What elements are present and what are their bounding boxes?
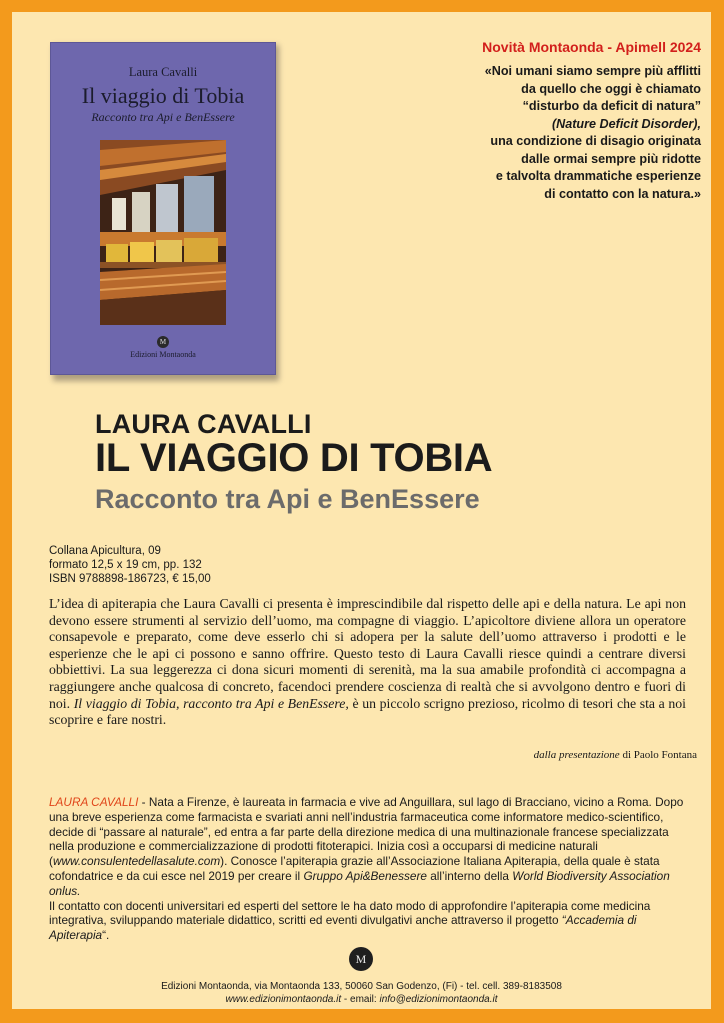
presentation-part: è un piccolo scrigno prezioso, ricolmo di tesori che sta a noi scoprire e fare nostri. (49, 695, 687, 728)
bio-wba: World Biodiversity Association onlus. (49, 868, 670, 898)
author-heading: LAURA CAVALLI (95, 409, 312, 439)
book-cover (50, 42, 276, 375)
book-title-heading: IL VIAGGIO DI TOBIA (95, 436, 493, 480)
isbn-line: ISBN 9788898-186723, € 15,00 (49, 573, 211, 585)
cover-subtitle: Racconto tra Api e BenEssere (91, 110, 235, 124)
bio-text: ). Conosce l’apiterapia grazie all’Associazione Italiana Apiterapia, della quale è stata cofondatrice e da cui esce nel 2019 per creare il (49, 854, 660, 883)
cover-title: Il viaggio di Tobia (81, 83, 245, 108)
footer (12, 980, 711, 1006)
beehive-shelter-image (100, 140, 226, 325)
footer-email: info@edizionimontaonda.it (379, 994, 498, 1005)
bio-text: - Nata a Firenze, è laureata in farmacia e vive ad Anguillara, sul lago di Bracciano, vicino a Roma. Dopo una breve esperienza come farmacista e svariati anni nell’industria farmaceutica come informatore medico-scientifico, decide di “passare al naturale”, ed entra a far parte della direzione medica di una multinazionale francese specializzata nella produzione e commercializzazione di prodotti fitoterapici. Inizia così a occuparsi di medicine naturali ( (49, 795, 684, 869)
quote-block (485, 63, 701, 203)
publisher-logo-icon: M (157, 336, 169, 348)
bio-project: “Accademia di Apiterapia (49, 913, 637, 943)
bio-text: “. (102, 928, 110, 943)
novita-heading: Novità Montaonda - Apimell 2024 (482, 39, 701, 55)
footer-contacts (12, 993, 711, 1006)
quote-line: dalle ormai sempre più ridotte (521, 151, 701, 166)
quote-line: “disturbo da deficit di natura” (522, 99, 701, 113)
cover-publisher: Edizioni Montaonda (130, 350, 196, 359)
attribution-name: di Paolo Fontana (619, 749, 697, 761)
bio-author-name: LAURA CAVALLI (49, 795, 139, 809)
bio-text: all’interno della (426, 868, 513, 883)
book-subtitle-heading: Racconto tra Api e BenEssere (95, 484, 480, 514)
bio-paragraph (49, 899, 687, 943)
footer-website: www.edizionimontaonda.it (225, 994, 342, 1005)
quote-line: e talvolta drammatiche esperienze (495, 169, 701, 183)
cover-photo-beehives (100, 140, 226, 325)
flyer (12, 12, 711, 1009)
footer-address: Edizioni Montaonda, via Montaonda 133, 50060 San Godenzo, (Fi) - tel. cell. 389-8183508 (161, 981, 562, 992)
presentation-attribution (534, 749, 697, 761)
attribution-label: dalla presentazione (533, 749, 620, 761)
book-details (49, 544, 211, 586)
quote-line: una condizione di disagio originata (490, 134, 701, 148)
quote-line: «Noi umani siamo sempre più afflitti (484, 64, 701, 78)
montaonda-logo-icon: M (349, 947, 373, 971)
quote-line: di contatto con la natura.» (544, 186, 701, 201)
collana-line: Collana Apicultura, 09 (49, 545, 161, 557)
bio-paragraph (49, 795, 687, 899)
presentation-text (49, 596, 686, 729)
bio-website: www.consulentedellasalute.com (52, 854, 221, 869)
quote-line: (Nature Deficit Disorder), (551, 116, 701, 131)
cover-author: Laura Cavalli (128, 65, 198, 79)
bio-text: Il contatto con docenti universitari ed esperti del settore le ha dato modo di approfondire l’apiterapia come medicina integrativa, sviluppando materiale didattico, scritti ed eventi divulgativi anche attraverso il progetto (49, 898, 651, 928)
presentation-part: L’idea di apiterapia che Laura Cavalli ci presenta è imprescindibile dal rispetto delle api e della natura. Le api non devono essere strumenti al servizio dell’uomo, ma compagne di viaggio. L’apicoltore diviene allora un operatore consapevole e preparato, come deve esserlo chi si adopera per la salute dell’uomo attraverso i prodotti e le esperienze che le api ci possono e sanno offrire. Questo testo di Laura Cavalli riesce quindi a centrare diversi obbiettivi. La sua leggerezza ci dona sicuri momenti di serenità, ma la sua amabile profondità ci accompagna a raggiungere anche qualcosa di concreto, facendoci prendere coscienza di realtà che si avvolgono dentro e fuori di noi. (49, 596, 686, 711)
quote-line: da quello che oggi è chiamato (521, 81, 701, 96)
format-line: formato 12,5 x 19 cm, pp. 132 (49, 559, 202, 571)
bio-group: Gruppo Api&Benessere (303, 868, 427, 883)
author-bio (49, 795, 687, 943)
presentation-book-title: Il viaggio di Tobia, racconto tra Api e BenEssere, (73, 695, 349, 711)
footer-email-label: - email: (341, 994, 380, 1005)
